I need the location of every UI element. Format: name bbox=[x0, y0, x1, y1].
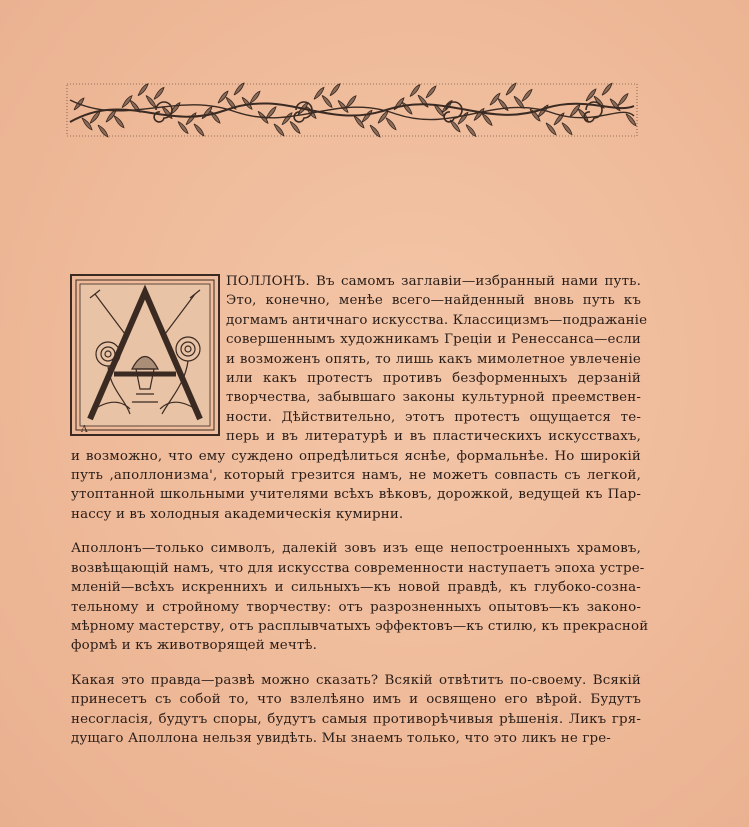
text-line: мленій—всѣхъ искреннихъ и сильныхъ—къ новой правдѣ, къ глубоко-сознa- bbox=[71, 580, 641, 596]
text-line: ности. Дѣйствительно, этотъ протестъ ощущается те- bbox=[226, 409, 641, 425]
text-line: догмамъ античнаго искусства. Классицизмъ—подражаніе bbox=[226, 312, 648, 328]
decorated-initial-a bbox=[70, 274, 220, 436]
text-line: Какая это правда—развѣ можно сказать? Всякій отвѣтитъ по-своему. Всякій bbox=[71, 672, 641, 688]
paragraph bbox=[71, 671, 641, 749]
text-line: совершеннымъ художникамъ Греціи и Ренессанса—если bbox=[226, 332, 641, 348]
text-line: перь и въ литературѣ и въ пластическихъ искусствахъ, bbox=[226, 429, 641, 445]
text-line: формѣ и къ животворящей мечтѣ. bbox=[71, 638, 318, 654]
text-line: творчества, забывшаго законы культурной преемствен- bbox=[226, 390, 641, 406]
text-line: мѣрному мастерству, отъ расплывчатыхъ эффектовъ—къ стилю, къ прекрасной bbox=[71, 618, 649, 634]
paragraph bbox=[71, 539, 649, 655]
text-line: возвѣщающій намъ, что для искусства современности наступаетъ эпоха устре- bbox=[71, 560, 645, 576]
leaf-frieze-ornament bbox=[66, 80, 638, 140]
text-line: путь ,аполлонизма', который грезится намъ, не можетъ совпасть съ легкой, bbox=[71, 468, 641, 484]
text-line: утоптанной школьными учителями всѣхъ вѣковъ, дорожкой, ведущей къ Пар- bbox=[71, 487, 641, 503]
text-line: ПОЛЛОНЪ. Въ самомъ заглавіи—избранный нами путь. bbox=[226, 274, 641, 289]
text-line: Аполлонъ—только символъ, далекій зовъ изъ еще непостроенныхъ храмовъ, bbox=[71, 541, 641, 557]
text-line: тельному и стройному творчеству: отъ разрозненныхъ опытовъ—къ законо- bbox=[71, 599, 641, 615]
text-line: или какъ протестъ противъ безформенныхъ дерзаній bbox=[226, 371, 641, 387]
text-line: и возможенъ опять, то лишь какъ мимолетное увлеченіе bbox=[226, 351, 641, 367]
text-line: и возможно, что ему суждено опредѣлиться яснѣе, формальнѣе. Но широкій bbox=[71, 448, 641, 464]
text-line: нассу и въ холодныя академическія кумирни. bbox=[71, 506, 404, 522]
text-line: принесетъ съ собой то, что взлелѣяно имъ и освящено его вѣрой. Будутъ bbox=[71, 692, 641, 708]
text-line: дущаго Аполлона нельзя увидѣть. Мы знаемъ только, что это ликъ не гре- bbox=[71, 730, 611, 746]
svg-text:A: A bbox=[81, 425, 88, 435]
page-body bbox=[71, 272, 649, 748]
text-line: Это, конечно, менѣе всего—найденный вновь путь къ bbox=[226, 293, 641, 309]
text-line: несогласія, будутъ споры, будутъ самыя противорѣчивыя рѣшенія. Ликъ гря- bbox=[71, 711, 641, 727]
